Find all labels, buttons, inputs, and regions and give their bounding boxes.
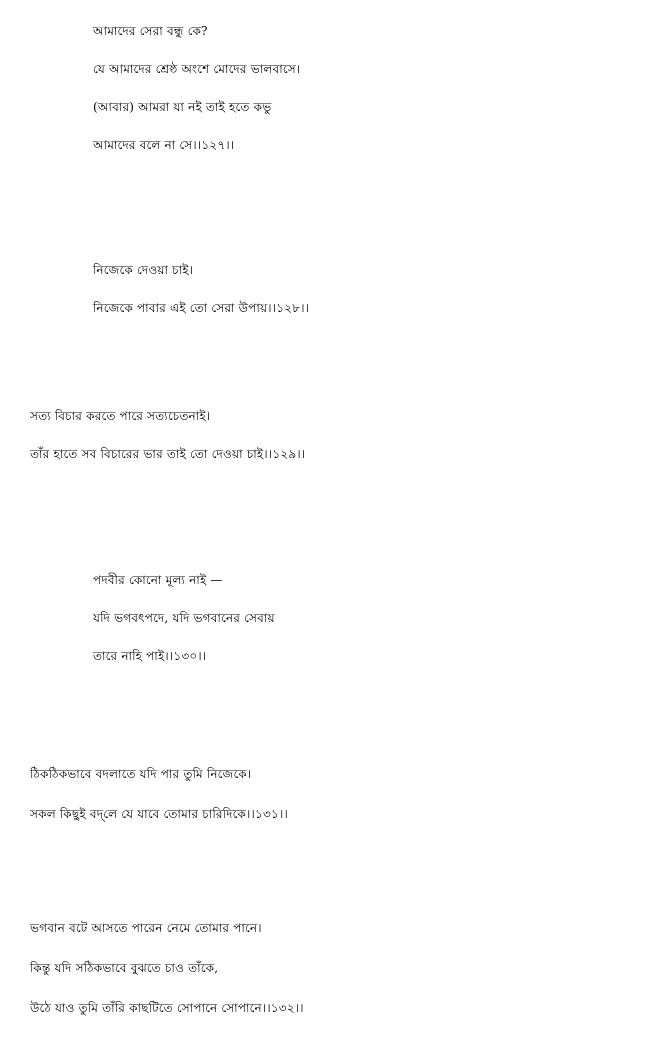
verse-line: ঠিকঠিকভাবে বদলাতে যদি পার তুমি নিজেকে। xyxy=(30,767,252,781)
verse-line: আমাদের বলে না সে।।১২৭।। xyxy=(93,138,235,152)
verse-line: যদি ভগবৎপদে, যদি ভগবানের সেবায় xyxy=(93,611,275,625)
verse-line: যে আমাদের শ্রেষ্ঠ অংশে মোদের ভালবাসে। xyxy=(93,62,301,76)
verse-line: ভগবান বটে আসতে পারেন নেমে তোমার পানে। xyxy=(30,921,262,935)
verse-line: তাঁর হাতে সব বিচারের ভার তাই তো দেওয়া চাই।।১২৯।। xyxy=(30,447,306,461)
verse-line: সকল কিছুই বদ্‌লে যে যাবে তোমার চারিদিকে।।১৩১।। xyxy=(30,807,288,821)
verse-line: আমাদের সেরা বন্ধু কে? xyxy=(93,24,208,38)
verse-line: নিজেকে পাবার এই তো সেরা উপায়।।১২৮।। xyxy=(93,301,310,315)
verse-128 xyxy=(0,251,657,327)
verse-129 xyxy=(0,397,657,473)
verse-127 xyxy=(0,12,657,164)
verse-line: (আবার) আমরা যা নই তাই হতে কভু xyxy=(93,100,272,114)
verse-132 xyxy=(0,908,657,1028)
verse-line: নিজেকে দেওয়া চাই। xyxy=(93,263,194,277)
verse-line: কিন্তু যদি সঠিকভাবে বুঝতে চাও তাঁকে, xyxy=(30,961,219,975)
verse-131 xyxy=(0,754,657,834)
verse-line: উঠে যাও তুমি তাঁরি কাছটিতে সোপানে সোপানে।।১৩২।। xyxy=(30,1001,304,1015)
verse-line: তারে নাহি পাই।।১৩০।। xyxy=(93,649,207,663)
verse-130 xyxy=(0,561,657,675)
verse-line: পদবীর কোনো মূল্য নাই — xyxy=(93,573,223,587)
verse-line: সত্য বিচার করতে পারে সত্যচেতনাই। xyxy=(30,409,211,423)
